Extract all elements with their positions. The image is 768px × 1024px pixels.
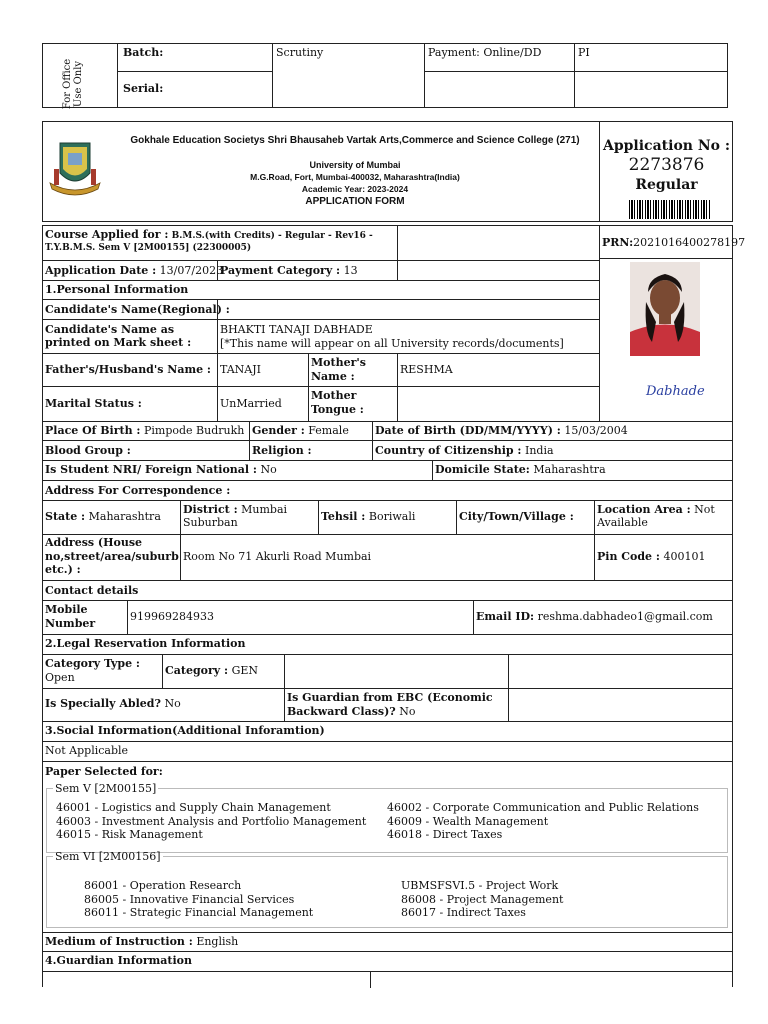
university-name: University of Mumbai: [309, 160, 401, 170]
office-pi: PI: [575, 43, 728, 72]
candidate-signature: Dabhade: [646, 384, 705, 399]
marital-status: UnMarried: [220, 397, 282, 410]
domicile-state: Domicile State: Maharashtra: [435, 463, 606, 476]
sem5-papers: Sem V [2M00155]: [46, 782, 728, 853]
guardian-ebc: Is Guardian from EBC (Economic Backward Class)? No: [287, 691, 493, 718]
application-no: 2273876: [628, 155, 705, 175]
office-scrutiny: Scrutiny: [273, 43, 425, 108]
mother-name: RESHMA: [400, 363, 453, 376]
papers-heading: Paper Selected for:: [45, 765, 163, 778]
prn: PRN:2021016400278197: [602, 236, 746, 249]
blood-group: Blood Group :: [45, 444, 131, 457]
office-batch: Batch:: [118, 43, 273, 72]
name-printed-label: Candidate's Name as printed on Mark sheet :: [45, 323, 192, 349]
contact-heading: Contact details: [45, 584, 139, 597]
application-date: Application Date : 13/07/2023: [45, 264, 224, 277]
category-type: Category Type : Open: [45, 657, 140, 684]
academic-year: Academic Year: 2023-2024: [301, 184, 409, 194]
mother-label: Mother's Name :: [311, 356, 366, 383]
nri-status: Is Student NRI/ Foreign National : No: [45, 463, 277, 476]
pin-code: Pin Code : 400101: [597, 550, 706, 563]
father-label: Father's/Husband's Name :: [45, 363, 211, 376]
office-use-label: For Office Use Only: [42, 43, 118, 108]
candidate-photo: [630, 262, 700, 356]
college-logo: [46, 139, 104, 201]
medium-of-instruction: Medium of Instruction : English: [45, 935, 239, 948]
paper-item: 46003 - Investment Analysis and Portfolio Management: [56, 814, 367, 828]
paper-item: UBMSFSVI.5 - Project Work: [401, 879, 559, 892]
reservation-heading: 2.Legal Reservation Information: [45, 637, 246, 650]
address-heading: Address For Correspondence :: [45, 484, 231, 497]
barcode: [629, 200, 711, 219]
sem5-right-list: [387, 801, 699, 842]
application-no-label: Application No :: [602, 138, 731, 154]
paper-item: 86005 - Innovative Financial Services: [84, 892, 295, 906]
social-heading: 3.Social Information(Additional Inforamtion): [45, 724, 325, 737]
tehsil: Tehsil : Boriwali: [321, 510, 416, 523]
college-name: Gokhale Education Societys Shri Bhausaheb Vartak Arts,Commerce and Science College (271): [130, 135, 580, 146]
place-of-birth: Place Of Birth : Pimpode Budrukh: [45, 424, 245, 437]
course-applied: Course Applied for : B.M.S.(with Credits) - Regular - Rev16 - T.Y.B.M.S. Sem V [2M00155] (22300005): [45, 228, 373, 253]
father-name: TANAJI: [220, 363, 262, 376]
paper-item: 86001 - Operation Research: [84, 879, 242, 892]
paper-item: 46009 - Wealth Management: [387, 814, 549, 828]
district: District : Mumbai Suburban: [183, 503, 288, 529]
email: Email ID: reshma.dabhadeo1@gmail.com: [476, 610, 713, 623]
university-address: M.G.Road, Fort, Mumbai-400032, Maharashtra(India): [250, 172, 460, 182]
guardian-heading: 4.Guardian Information: [45, 954, 192, 967]
citizenship: Country of Citizenship : India: [375, 444, 554, 457]
paper-item: 86017 - Indirect Taxes: [401, 906, 526, 919]
sem5-left-list: [56, 801, 366, 842]
date-of-birth: Date of Birth (DD/MM/YYYY) : 15/03/2004: [375, 424, 628, 437]
paper-item: 86008 - Project Management: [401, 892, 564, 906]
candidate-name-note: [*This name will appear on all University records/documents]: [220, 337, 564, 350]
candidate-name: BHAKTI TANAJI DABHADE: [220, 323, 373, 336]
paper-item: 46001 - Logistics and Supply Chain Management: [56, 801, 331, 814]
state: State : Maharashtra: [45, 510, 161, 523]
name-regional-label: Candidate's Name(Regional) :: [45, 303, 230, 316]
tongue-label: Mother Tongue :: [311, 389, 364, 416]
office-serial: Serial:: [118, 72, 273, 108]
payment-category: Payment Category : 13: [220, 264, 358, 277]
paper-item: 86011 - Strategic Financial Management: [84, 906, 314, 919]
paper-item: 46002 - Corporate Communication and Public Relations: [387, 801, 699, 814]
sem6-left-list: [84, 879, 313, 920]
house-address-label: Address (House no,street/area/suburb etc.) :: [45, 536, 179, 576]
gender: Gender : Female: [252, 424, 349, 437]
specially-abled: Is Specially Abled? No: [45, 697, 181, 710]
application-type: Regular: [635, 177, 698, 193]
city: City/Town/Village :: [459, 510, 574, 523]
form-title: APPLICATION FORM: [305, 196, 405, 207]
house-address: Room No 71 Akurli Road Mumbai: [183, 550, 372, 563]
sem6-papers: Sem VI [2M00156]: [46, 850, 728, 928]
sem6-right-list: [401, 879, 563, 920]
social-value: Not Applicable: [45, 744, 129, 757]
marital-label: Marital Status :: [45, 397, 142, 410]
category: Category : GEN: [165, 664, 259, 677]
location-area: Location Area : Not Available: [597, 503, 715, 529]
paper-item: 46018 - Direct Taxes: [387, 828, 503, 841]
mobile-label: Mobile Number: [45, 603, 96, 630]
office-payment: Payment: Online/DD: [425, 43, 575, 72]
personal-heading: 1.Personal Information: [45, 283, 189, 296]
paper-item: 46015 - Risk Management: [56, 828, 203, 841]
mobile-number: 919969284933: [130, 610, 214, 623]
religion: Religion :: [252, 444, 312, 457]
